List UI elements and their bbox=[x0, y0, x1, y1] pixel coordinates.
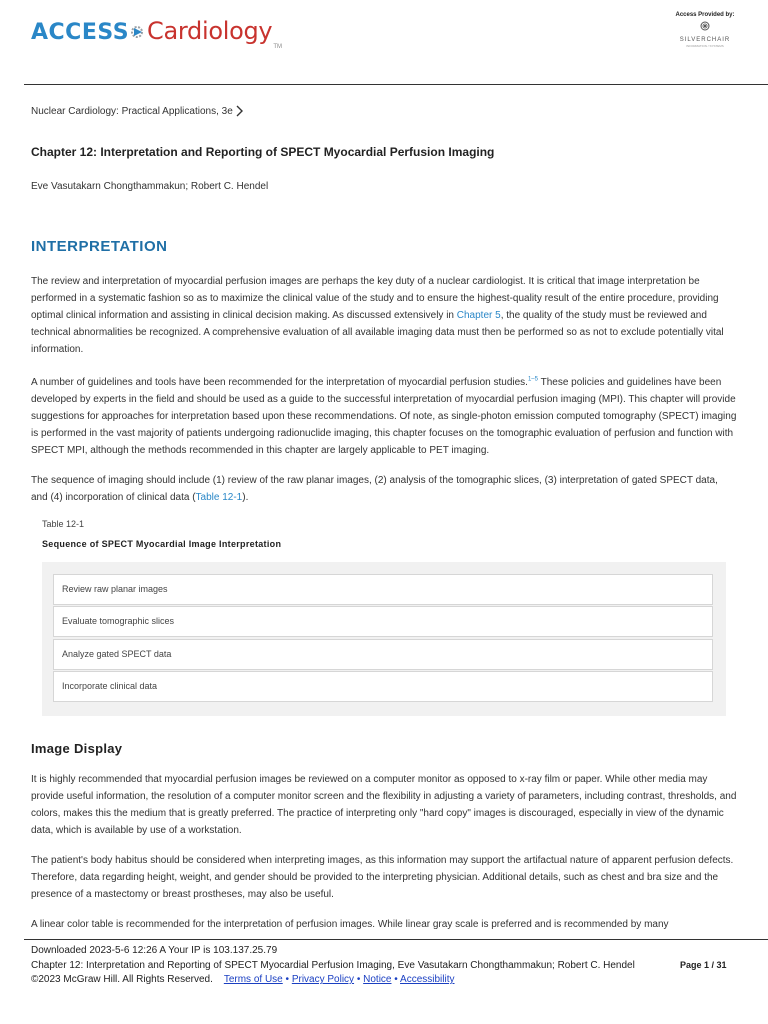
paragraph-2-text-a: A number of guidelines and tools have been recommended for the interpretation of myocardial perfusion studies. bbox=[31, 377, 528, 388]
site-header bbox=[0, 0, 768, 86]
table-row: Analyze gated SPECT data bbox=[53, 639, 713, 670]
gear-arrow-icon bbox=[131, 22, 145, 47]
reference-link[interactable]: 1–5 bbox=[527, 376, 538, 383]
privacy-policy-link[interactable]: Privacy Policy bbox=[291, 974, 355, 985]
chapter-5-link[interactable]: Chapter 5 bbox=[456, 310, 501, 321]
page-number: Page 1 / 31 bbox=[680, 960, 727, 970]
table-12-1-link[interactable]: Table 12-1 bbox=[195, 492, 243, 503]
sequence-table bbox=[42, 562, 726, 716]
logo-trademark: TM bbox=[273, 44, 283, 50]
access-provider bbox=[668, 12, 742, 48]
table-row: Incorporate clinical data bbox=[53, 671, 713, 702]
footer-separator: • bbox=[356, 974, 361, 985]
footer-divider bbox=[24, 939, 768, 940]
table-number: Table 12-1 bbox=[42, 519, 85, 529]
breadcrumb-book-link[interactable]: Nuclear Cardiology: Practical Applications, 3e bbox=[31, 105, 233, 117]
notice-link[interactable]: Notice bbox=[363, 974, 392, 985]
paragraph-3-text-a: The sequence of imaging should include (1) review of the raw planar images, (2) analysis of the tomographic slices, (3) interpretation of gated SPECT data, and (4) incorporation of clinical data ( bbox=[31, 475, 718, 503]
paragraph-2-text-b: These policies and guidelines have been developed by experts in the field and should be used as a guide to the successful interpretation of myocardial perfusion imaging (MPI). This chapter will provide suggestions for approaches for interpretation based upon these recommendations. Of note, as single-photon emission computed tomography (SPECT) imaging is performed in the vast majority of patients undergoing radionuclide imaging, this chapter focuses on the tomographic evaluation of perfusion and function with SPECT MPI, although the methods recommended in this chapter are largely applicable to PET imaging. bbox=[31, 377, 737, 456]
header-divider bbox=[24, 84, 768, 85]
section-heading-image-display: Image Display bbox=[31, 741, 123, 756]
footer-citation: Chapter 12: Interpretation and Reporting of SPECT Myocardial Perfusion Imaging, Eve Vasutakarn Chongthammakun; Robert C. Hendel bbox=[31, 960, 635, 971]
section-heading-interpretation: INTERPRETATION bbox=[31, 238, 168, 255]
table-title: Sequence of SPECT Myocardial Image Interpretation bbox=[42, 539, 282, 549]
paragraph-1 bbox=[31, 273, 737, 358]
table-row: Evaluate tomographic slices bbox=[53, 606, 713, 637]
access-cardiology-logo[interactable] bbox=[31, 14, 282, 54]
table-row: Review raw planar images bbox=[53, 574, 713, 605]
footer-legal bbox=[31, 974, 455, 985]
chapter-title: Chapter 12: Interpretation and Reporting of SPECT Myocardial Perfusion Imaging bbox=[31, 145, 495, 159]
copyright-text: ©2023 McGraw Hill. All Rights Reserved. bbox=[31, 974, 213, 985]
paragraph-5: The patient's body habitus should be considered when interpreting images, as this information may support the artifactual nature of apparent perfusion defects. Therefore, data regarding height, weight, and gender should be provided to the interpreting physician. Additional details, such as chest and bra size and the presence of a mastectomy or breast prostheses, may also be useful. bbox=[31, 855, 734, 900]
paragraph-3-text-b: ). bbox=[242, 492, 249, 503]
breadcrumb[interactable] bbox=[31, 105, 243, 117]
silverchair-logo-icon bbox=[668, 18, 742, 36]
footer-downloaded: Downloaded 2023-5-6 12:26 A Your IP is 103.137.25.79 bbox=[31, 945, 278, 956]
paragraph-2 bbox=[31, 374, 737, 459]
provider-label: Access Provided by: bbox=[675, 12, 735, 18]
paragraph-6: A linear color table is recommended for the interpretation of perfusion images. While linear gray scale is preferred and is recommended by many bbox=[31, 919, 669, 930]
paragraph-1-text-b: , the quality of the study must be reviewed and technical abnormalities be recognized. A comprehensive evaluation of all available imaging data must then be performed so as not to exclude potentially vital information. bbox=[31, 310, 724, 355]
provider-subtitle: INFORMATION / SYSTEMS bbox=[686, 44, 724, 48]
paragraph-3 bbox=[31, 472, 737, 506]
paragraph-1-text-a: The review and interpretation of myocardial perfusion images are perhaps the key duty of a nuclear cardiologist. It is critical that image interpretation be performed in a systematic fashion so as to maximize the clinical value of the study and to ensure the highest-quality result of the entire procedure, providing optimal clinical information and assisting in clinical decision making. As discussed extensively in bbox=[31, 276, 719, 321]
chapter-authors: Eve Vasutakarn Chongthammakun; Robert C. Hendel bbox=[31, 181, 269, 192]
provider-name: SILVERCHAIR bbox=[679, 37, 731, 43]
accessibility-link[interactable]: Accessibility bbox=[400, 974, 455, 985]
footer-separator: • bbox=[394, 974, 398, 985]
chevron-right-icon bbox=[235, 105, 243, 117]
paragraph-4: It is highly recommended that myocardial perfusion images be reviewed on a computer monitor as opposed to x-ray film or paper. While other media may provide useful information, the resolution of a computer monitor screen and the flexibility in adjusting a variety of parameters, including contrast, thresholds, and colors, makes this the medium that is greatly preferred. The practice of interpreting only "hard copy" images is discouraged, especially in view of the dynamic data, which is available by use of a workstation. bbox=[31, 774, 737, 836]
terms-of-use-link[interactable]: Terms of Use bbox=[223, 974, 283, 985]
footer-separator: • bbox=[285, 974, 290, 985]
logo-cardiology-text: Cardiology bbox=[147, 17, 273, 45]
logo-access-text: ACCESS bbox=[31, 20, 130, 45]
